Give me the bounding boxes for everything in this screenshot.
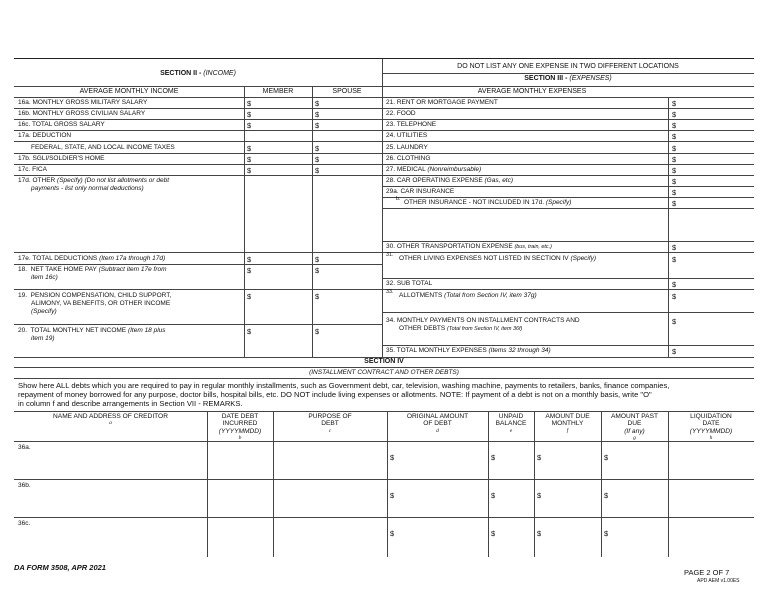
section-3-notice: DO NOT LIST ANY ONE EXPENSE IN TWO DIFFERENT LOCATIONS xyxy=(457,63,679,70)
debt-column-header-g xyxy=(601,413,668,441)
income-column-header: AVERAGE MONTHLY INCOME xyxy=(79,88,179,95)
row-17e-label: 17e. TOTAL DEDUCTIONS (Item 17a through 17d) xyxy=(18,255,166,262)
debt-column-letter: f xyxy=(566,427,569,434)
row-24-label: 24. UTILITIES xyxy=(386,132,428,139)
debt-column-header-line: MONTHLY xyxy=(551,420,584,428)
row-18-label: 18. NET TAKE HOME PAY (Subtract item 17e from xyxy=(18,266,167,273)
row-26-label: 26. CLOTHING xyxy=(386,155,431,162)
section-4-instructions-3: in column f and describe arrangements in Section VII - REMARKS. xyxy=(18,399,243,408)
debt-column-header-line: AMOUNT PAST xyxy=(610,413,658,420)
expense-amount-field-29a[interactable]: $ xyxy=(672,188,677,197)
row-31-number: 31. xyxy=(386,252,394,258)
row-25-label: 25. LAUNDRY xyxy=(386,144,428,151)
spouse-amount-field-16a[interactable]: $ xyxy=(315,99,320,108)
row-20-label: 20. TOTAL MONTHLY NET INCOME (Item 18 plus xyxy=(18,327,166,334)
row-19-label-2: ALIMONY, VA BENEFITS, OR OTHER INCOME xyxy=(31,300,171,307)
row-21-label: 21. RENT OR MORTGAGE PAYMENT xyxy=(386,99,498,106)
debt-amount-field-g[interactable]: $ xyxy=(604,529,609,538)
row-33-number: 33. xyxy=(386,289,394,295)
debt-column-header-b xyxy=(207,413,273,441)
debt-amount-field-f[interactable]: $ xyxy=(537,491,542,500)
expense-amount-field-22[interactable]: $ xyxy=(672,110,677,119)
debt-amount-field-g[interactable]: $ xyxy=(604,453,609,462)
member-amount-field-17b[interactable]: $ xyxy=(247,155,252,164)
spouse-amount-field-16b[interactable]: $ xyxy=(315,110,320,119)
debt-column-header-line: DATE xyxy=(702,420,720,428)
section-2-title: SECTION II - (INCOME) xyxy=(160,70,236,77)
debt-column-header-line: UNPAID xyxy=(498,413,524,420)
form-number: DA FORM 3508, APR 2021 xyxy=(14,563,106,572)
expense-amount-field-23[interactable]: $ xyxy=(672,121,677,130)
row-22-label: 22. FOOD xyxy=(386,110,416,117)
row-32-label: 32. SUB TOTAL xyxy=(386,280,433,287)
row-17b-label: 17b. SGLI/SOLDIER'S HOME xyxy=(18,155,105,162)
spouse-amount-field-18[interactable]: $ xyxy=(315,266,320,275)
row-17c-label: 17c. FICA xyxy=(18,166,47,173)
row-17a-label: 17a. DEDUCTION xyxy=(18,132,72,139)
debt-column-header-f xyxy=(534,413,601,434)
row-17a-taxes-label: FEDERAL, STATE, AND LOCAL INCOME TAXES xyxy=(31,144,175,151)
row-33-label: ALLOTMENTS (Total from Section IV, item 37g) xyxy=(399,292,537,299)
spouse-amount-field-19[interactable]: $ xyxy=(315,292,320,301)
row-28-label: 28. CAR OPERATING EXPENSE (Gas, etc) xyxy=(386,177,514,184)
row-27-label: 27. MEDICAL (Nonreimbursable) xyxy=(386,166,482,173)
member-amount-field-16b[interactable]: $ xyxy=(247,110,252,119)
expense-amount-field-25[interactable]: $ xyxy=(672,144,677,153)
row-31-label: OTHER LIVING EXPENSES NOT LISTED IN SECTION IV (Specify) xyxy=(399,255,597,262)
debt-column-header-line: (YYYYMMDD) xyxy=(218,427,262,435)
spouse-amount-field-17a[interactable]: $ xyxy=(315,144,320,153)
debt-column-header-a xyxy=(14,413,207,426)
form-version: APD AEM v1.00ES xyxy=(697,578,740,584)
row-23-label: 23. TELEPHONE xyxy=(386,121,437,128)
row-17d-note: payments - list only normal deductions) xyxy=(31,185,144,192)
debt-amount-field-e[interactable]: $ xyxy=(491,491,496,500)
row-17d-label: 17d. OTHER (Specify) (Do not list allotments or debt xyxy=(18,177,170,184)
debt-column-header-line: OF DEBT xyxy=(423,420,452,428)
row-35-label: 35. TOTAL MONTHLY EXPENSES (Items 32 through 34) xyxy=(386,347,551,354)
member-amount-field-19[interactable]: $ xyxy=(247,292,252,301)
form-page xyxy=(14,58,754,584)
debt-column-header-line: DEBT xyxy=(321,420,339,428)
expense-amount-field-32[interactable]: $ xyxy=(672,280,677,289)
expense-amount-field-30[interactable]: $ xyxy=(672,243,677,252)
section-3-title: SECTION III - (EXPENSES) xyxy=(524,75,612,82)
debt-row-label: 36a. xyxy=(18,444,31,451)
debt-column-header-line: PURPOSE OF xyxy=(308,413,352,420)
expense-amount-field-31[interactable]: $ xyxy=(672,255,677,264)
member-amount-field-20[interactable]: $ xyxy=(247,327,252,336)
row-30-label: 30. OTHER TRANSPORTATION EXPENSE (bus, train, etc.) xyxy=(386,243,552,250)
debt-column-header-line: LIQUIDATION xyxy=(690,413,732,420)
debt-row-label: 36c. xyxy=(18,520,31,527)
expense-amount-field-33[interactable]: $ xyxy=(672,292,677,301)
expenses-column-header: AVERAGE MONTHLY EXPENSES xyxy=(477,88,587,95)
spouse-column-header: SPOUSE xyxy=(332,88,362,95)
debt-amount-field-g[interactable]: $ xyxy=(604,491,609,500)
debt-amount-field-f[interactable]: $ xyxy=(537,453,542,462)
spouse-amount-field-17b[interactable]: $ xyxy=(315,155,320,164)
expense-amount-field-27[interactable]: $ xyxy=(672,166,677,175)
debt-column-header-line: NAME AND ADDRESS OF CREDITOR xyxy=(53,413,168,420)
debt-column-letter: e xyxy=(509,427,513,434)
spouse-amount-field-16c[interactable]: $ xyxy=(315,121,320,130)
debt-column-header-line: (YYYYMMDD) xyxy=(689,427,733,435)
member-column-header: MEMBER xyxy=(262,88,294,95)
section-4-subtitle: (INSTALLMENT CONTRACT AND OTHER DEBTS) xyxy=(309,369,459,376)
debt-column-letter: c xyxy=(328,427,332,434)
debt-column-header-e xyxy=(488,413,534,434)
row-34-note: OTHER DEBTS (Total from Section IV, item 36f) xyxy=(399,325,523,332)
expense-amount-field-35[interactable]: $ xyxy=(672,347,677,356)
debt-amount-field-d[interactable]: $ xyxy=(390,529,395,538)
member-amount-field-17a[interactable]: $ xyxy=(247,144,252,153)
debt-amount-field-d[interactable]: $ xyxy=(390,491,395,500)
debt-column-header-d xyxy=(387,413,488,434)
row-29a-label: 29a. CAR INSURANCE xyxy=(386,188,455,195)
expense-amount-field-21[interactable]: $ xyxy=(672,99,677,108)
debt-amount-field-e[interactable]: $ xyxy=(491,529,496,538)
row-19-note: (Specify) xyxy=(31,308,57,315)
member-amount-field-17e[interactable]: $ xyxy=(247,255,252,264)
expense-amount-field-29b[interactable]: $ xyxy=(672,199,677,208)
row-29b-label: OTHER INSURANCE - NOT INCLUDED IN 17d. (Specify) xyxy=(404,199,572,206)
spouse-amount-field-17c[interactable]: $ xyxy=(315,166,320,175)
debt-column-header-c xyxy=(273,413,387,434)
member-amount-field-17c[interactable]: $ xyxy=(247,166,252,175)
member-amount-field-18[interactable]: $ xyxy=(247,266,252,275)
debt-column-header-h xyxy=(668,413,754,441)
debt-column-letter: h xyxy=(709,434,713,441)
debt-column-header-line: BALANCE xyxy=(495,420,527,428)
member-amount-field-16c[interactable]: $ xyxy=(247,121,252,130)
row-16b-label: 16b. MONTHLY GROSS CIVILIAN SALARY xyxy=(18,110,146,117)
spouse-amount-field-17e[interactable]: $ xyxy=(315,255,320,264)
row-19-label: 19. PENSION COMPENSATION, CHILD SUPPORT, xyxy=(18,292,172,299)
row-20-note: item 19) xyxy=(31,335,55,342)
debt-column-letter: d xyxy=(436,427,439,434)
row-16a-label: 16a. MONTHLY GROSS MILITARY SALARY xyxy=(18,99,148,106)
spouse-amount-field-20[interactable]: $ xyxy=(315,327,320,336)
debt-column-letter: a xyxy=(109,420,112,427)
row-34-label: 34. MONTHLY PAYMENTS ON INSTALLMENT CONTRACTS AND xyxy=(386,317,580,324)
debt-column-header-line: AMOUNT DUE xyxy=(545,413,590,420)
expense-amount-field-28[interactable]: $ xyxy=(672,177,677,186)
expense-amount-field-26[interactable]: $ xyxy=(672,155,677,164)
debt-row-label: 36b. xyxy=(18,482,31,489)
section-4-title: SECTION IV xyxy=(364,358,404,365)
debt-column-header-line: INCURRED xyxy=(222,420,258,428)
debt-column-letter: g xyxy=(633,434,636,441)
page-number: PAGE 2 OF 7 xyxy=(684,568,730,577)
section-4-instructions-2: repayment of money borrowed for any purpose, doctor bills, hospital bills, etc. DO NOT include living expenses or allotments. NOTE: If payment of a debt is not on a monthly basis, write "O" xyxy=(18,390,652,399)
section-4-instructions-1: Show here ALL debts which you are required to pay in regular monthly installments, such as Government debt, car, television, washing machine, payments to retailers, banks, finance companies, xyxy=(18,381,670,390)
row-16c-label: 16c. TOTAL GROSS SALARY xyxy=(18,121,105,128)
debt-amount-field-f[interactable]: $ xyxy=(537,529,542,538)
debt-column-letter: b xyxy=(238,434,242,441)
row-18-note: item 16c) xyxy=(31,274,58,281)
debt-column-header-line: DATE DEBT xyxy=(221,413,259,420)
expense-amount-field-24[interactable]: $ xyxy=(672,132,677,141)
member-amount-field-16a[interactable]: $ xyxy=(247,99,252,108)
debt-column-header-line: ORIGINAL AMOUNT xyxy=(406,413,469,420)
debt-amount-field-e[interactable]: $ xyxy=(491,453,496,462)
debt-amount-field-d[interactable]: $ xyxy=(390,453,395,462)
debt-column-header-line: DUE xyxy=(627,420,642,428)
expense-amount-field-34[interactable]: $ xyxy=(672,317,677,326)
row-29b-number: b. xyxy=(396,196,401,202)
debt-column-header-line: (If any) xyxy=(624,427,645,435)
